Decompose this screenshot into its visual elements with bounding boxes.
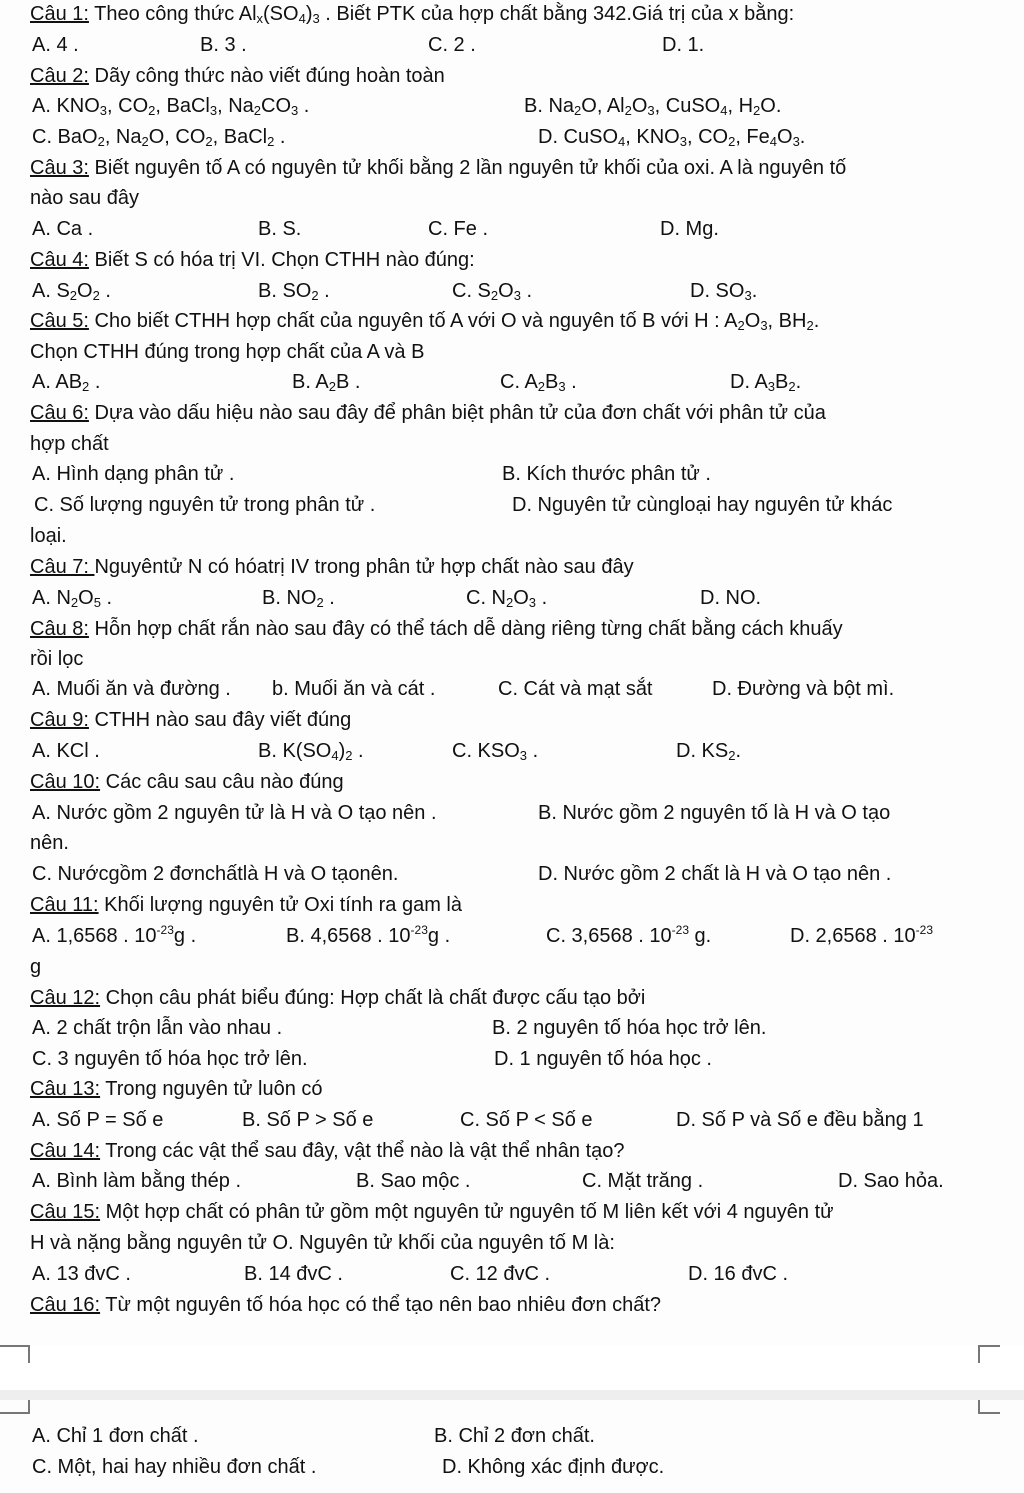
option-c: C. Một, hai hay nhiều đơn chất . [32, 1456, 317, 1478]
question-number: Câu 13: [30, 1078, 101, 1100]
question-number: Câu 10: [30, 771, 101, 793]
question-number: Câu 3: [30, 157, 89, 179]
question-prompt: Một hợp chất có phân tử gồm một nguyên tử nguyên tố M liên kết với 4 nguyên tử [105, 1201, 834, 1223]
option-d: D. Nước gồm 2 chất là H và O tạo nên . [538, 863, 892, 885]
question-number: Câu 2: [30, 65, 89, 87]
option-d: D. $KS_2$. [676, 740, 742, 763]
option-b: B. 2 nguyên tố hóa học trở lên. [492, 1017, 767, 1039]
option-d: D. 16 đvC . [688, 1263, 789, 1285]
question-6 [30, 399, 826, 427]
question-16 [30, 1291, 661, 1319]
question-3 [30, 154, 846, 182]
option-a: A. Số P = Số e [32, 1109, 164, 1131]
option-a: A. Nước gồm 2 nguyên tử là H và O tạo nên . [32, 802, 437, 824]
question-number: Câu 11: [30, 894, 99, 916]
option-d: D. Số P và Số e đều bằng 1 [676, 1109, 924, 1131]
option-b: B. $SO_2$ . [258, 280, 330, 303]
option-c: C. Fe . [428, 218, 489, 240]
option-d: D. Mg. [660, 218, 719, 240]
option-a: A. KCl . [32, 740, 100, 762]
question-12 [30, 984, 645, 1012]
question-number: Câu 16: [30, 1294, 101, 1316]
question-2 [30, 62, 445, 90]
option-b: B. 3 . [200, 34, 247, 56]
option-b: B. Chỉ 2 đơn chất. [434, 1425, 595, 1447]
question-number: Câu 4: [30, 249, 89, 271]
option-b: B. Sao mộc . [356, 1170, 471, 1192]
option-a: A. Ca . [32, 218, 94, 240]
question-10 [30, 768, 344, 796]
option-a: A. $N_2O_5$ . [32, 587, 113, 610]
option-continued: loại. [30, 525, 67, 547]
question-11 [30, 891, 462, 919]
option-c: C. $S_2O_3$ . [452, 280, 533, 303]
question-14 [30, 1137, 625, 1165]
crop-corner-mark [0, 1400, 30, 1414]
question-prompt: CTHH nào sau đây viết đúng [94, 709, 352, 731]
question-prompt-continued: Chọn CTHH đúng trong hợp chất của A và B [30, 341, 425, 363]
worksheet-page-2 [0, 1400, 1024, 1493]
question-prompt: Hỗn hợp chất rắn nào sau đây có thể tách dễ dàng riêng từng chất bằng cách khuấy [94, 618, 843, 640]
option-d: D. 1. [662, 34, 705, 56]
question-number: Câu 5: [30, 310, 89, 332]
question-prompt: Khối lượng nguyên tử Oxi tính ra gam là [104, 894, 462, 916]
question-prompt-continued: rồi lọc [30, 648, 84, 670]
option-d: D. $SO_3$. [690, 280, 758, 303]
option-d: D. 1 nguyên tố hóa học . [494, 1048, 712, 1070]
question-5 [30, 307, 819, 335]
question-prompt: Nguyêntử N có hóatrị IV trong phân tử hợp chất nào sau đây [94, 556, 634, 578]
question-number: Câu 9: [30, 709, 89, 731]
option-a: A. $AB_2$ . [32, 371, 101, 394]
question-4 [30, 246, 475, 274]
question-number: Câu 6: [30, 402, 89, 424]
option-c: C. $N_2O_3$ . [466, 587, 548, 610]
option-c: C. $KSO_3$ . [452, 740, 539, 763]
option-a: A. Muối ăn và đường . [32, 678, 231, 700]
option-d: D. Nguyên tử cùngloại hay nguyên tử khác [512, 494, 893, 516]
option-continued: nên. [30, 832, 69, 854]
crop-corner-mark [978, 1400, 1000, 1414]
question-9 [30, 706, 351, 734]
question-prompt: Dựa vào dấu hiệu nào sau đây để phân biệt phân tử của đơn chất với phân tử của [94, 402, 826, 424]
option-c: C. Số lượng nguyên tử trong phân tử . [34, 494, 376, 516]
question-prompt-continued: H và nặng bằng nguyên tử O. Nguyên tử khối của nguyên tố M là: [30, 1232, 615, 1254]
option-c: C. 3,6568 . $10^{-23}$ g. [546, 923, 712, 947]
option-c: C. Nướcgồm 2 đơnchấtlà H và O tạonên. [32, 863, 399, 885]
option-b: B. Nước gồm 2 nguyên tố là H và O tạo [538, 802, 891, 824]
option-c: C. 3 nguyên tố hóa học trở lên. [32, 1048, 308, 1070]
option-b: b. Muối ăn và cát . [272, 678, 436, 700]
option-b: B. $NO_2$ . [262, 587, 335, 610]
crop-corner-mark [0, 1345, 30, 1363]
option-b: B. $A_2B$ . [292, 371, 361, 394]
option-c: C. 12 đvC . [450, 1263, 551, 1285]
option-b: B. 14 đvC . [244, 1263, 343, 1285]
option-c: C. $A_2B_3$ . [500, 371, 577, 394]
option-a: A. $S_2O_2$ . [32, 280, 111, 303]
option-a: A. 13 đvC . [32, 1263, 131, 1285]
option-b: B. $K(SO_4)_2$ . [258, 740, 364, 763]
question-8 [30, 615, 843, 643]
option-d: D. $A_3B_2$. [730, 371, 802, 394]
option-c: C. Cát và mạt sắt [498, 678, 653, 700]
option-continued: g [30, 956, 42, 978]
question-13 [30, 1075, 323, 1103]
option-a: A. Hình dạng phân tử . [32, 463, 235, 485]
crop-corner-mark [978, 1345, 1000, 1363]
option-c: C. BaO$_2$, $Na_2O$, $CO_2$, BaCl$_2$ . [32, 126, 286, 149]
question-prompt: Các câu sau câu nào đúng [105, 771, 344, 793]
question-7 [30, 553, 634, 581]
question-prompt: Trong các vật thể sau đây, vật thể nào là vật thể nhân tạo? [105, 1140, 625, 1162]
question-number: Câu 14: [30, 1140, 101, 1162]
option-b: B. 4,6568 . $10^{-23}g$ . [286, 923, 451, 947]
option-d: D. 2,6568 . $10^{-23}$ [790, 923, 933, 947]
question-prompt: Biết S có hóa trị VI. Chọn CTHH nào đúng: [94, 249, 475, 271]
option-d: D. Sao hỏa. [838, 1170, 944, 1192]
option-d: D. CuSO$_4$, $KNO_3$, $CO_2$, $Fe_4O_3$. [538, 126, 806, 149]
question-prompt-continued: nào sau đây [30, 187, 139, 209]
question-prompt-continued: hợp chất [30, 433, 109, 455]
question-number: Câu 15: [30, 1201, 101, 1223]
question-number: Câu 8: [30, 618, 89, 640]
option-a: A. $KNO_3$, $CO_2$, BaCl$_3$, $Na_2CO_3$ . [32, 95, 310, 118]
option-a: A. Bình làm bằng thép . [32, 1170, 242, 1192]
option-b: B. Kích thước phân tử . [502, 463, 711, 485]
question-number: Câu 12: [30, 987, 101, 1009]
question-number: Câu 1: [30, 3, 89, 25]
option-a: A. 4 . [32, 34, 79, 56]
question-prompt: Từ một nguyên tố hóa học có thể tạo nên bao nhiêu đơn chất? [105, 1294, 662, 1316]
option-c: C. Số P < Số e [460, 1109, 593, 1131]
option-c: C. Mặt trăng . [582, 1170, 704, 1192]
question-1 [30, 0, 794, 28]
question-number: Câu 7: [30, 556, 95, 578]
option-d: D. NO. [700, 587, 762, 609]
option-a: A. 2 chất trộn lẫn vào nhau . [32, 1017, 283, 1039]
option-b: B. S. [258, 218, 302, 240]
option-d: D. Không xác định được. [442, 1456, 665, 1478]
question-prompt: Biết nguyên tố A có nguyên tử khối bằng 2 lần nguyên tử khối của oxi. A là nguyên tố [94, 157, 847, 179]
page-break [0, 1390, 1024, 1400]
question-15 [30, 1198, 834, 1226]
option-b: B. Số P > Số e [242, 1109, 374, 1131]
question-prompt: Theo công thức $Al_x(SO_4)_3$ . Biết PTK của hợp chất bằng 342.Giá trị của x bằng: [94, 3, 795, 26]
option-d: D. Đường và bột mì. [712, 678, 895, 700]
option-b: B. $Na_2O$, $Al_2O_3$, CuSO$_4$, $H_2O$. [524, 95, 782, 118]
option-a: A. 1,6568 . $10^{-23}g$ . [32, 923, 197, 947]
option-a: A. Chỉ 1 đơn chất . [32, 1425, 199, 1447]
question-prompt: Cho biết CTHH hợp chất của nguyên tố A với O và nguyên tố B với H : $A_2O_3$, $BH_2$. [94, 310, 820, 333]
question-prompt: Dãy công thức nào viết đúng hoàn toàn [94, 65, 445, 87]
question-prompt: Chọn câu phát biểu đúng: Hợp chất là chất được cấu tạo bởi [105, 987, 646, 1009]
option-c: C. 2 . [428, 34, 476, 56]
question-prompt: Trong nguyên tử luôn có [105, 1078, 323, 1100]
